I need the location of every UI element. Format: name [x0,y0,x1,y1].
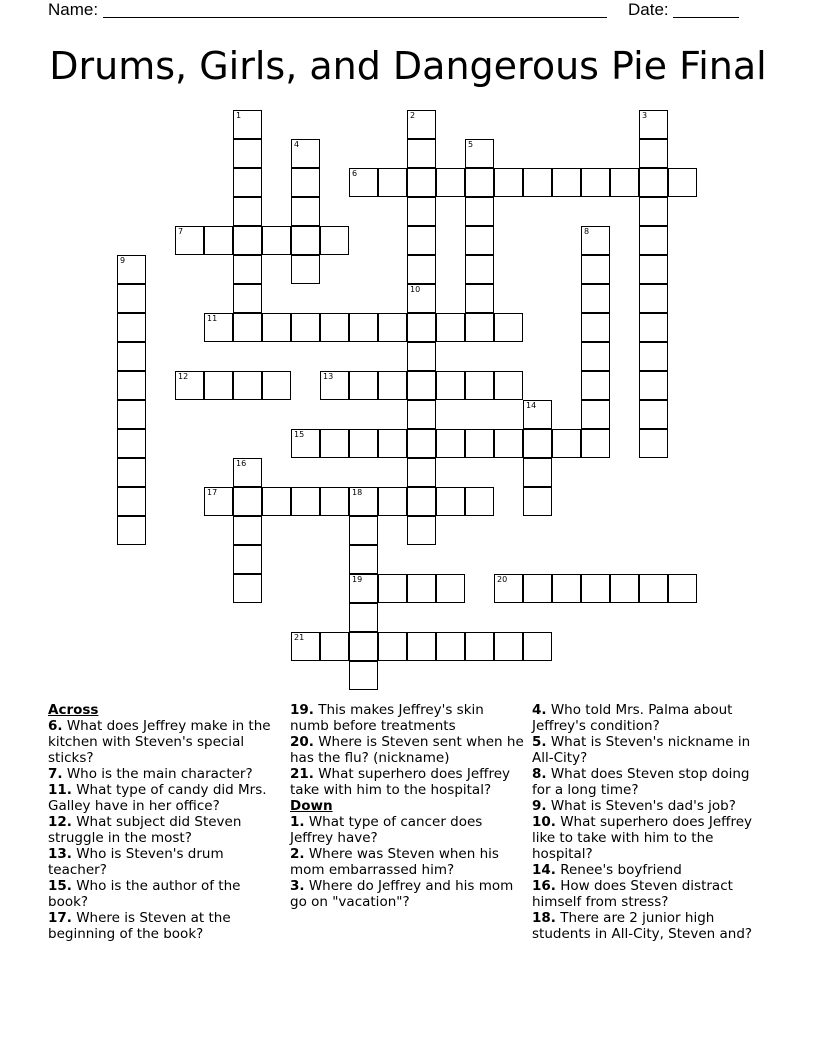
grid-cell[interactable] [233,313,262,342]
across-clues-a [48,718,284,942]
grid-cell[interactable] [320,632,349,661]
grid-cell[interactable] [465,168,494,197]
grid-cell[interactable] [523,168,552,197]
grid-cell[interactable] [465,632,494,661]
clue-item: 11. What type of candy did Mrs. Galley have in her office? [48,782,267,814]
grid-cell[interactable] [233,371,262,400]
grid-cell[interactable] [465,313,494,342]
clue-item: 10. What superhero does Jeffrey like to take with him to the hospital? [532,814,753,862]
grid-cell[interactable] [349,545,378,574]
name-label: Name: [48,0,99,19]
clue-item: 15. Who is the author of the book? [48,878,241,910]
grid-cell[interactable] [407,632,436,661]
grid-cell[interactable] [320,226,349,255]
grid-cell[interactable] [581,342,610,371]
grid-cell[interactable] [233,197,262,226]
grid-cell[interactable] [407,284,436,313]
clue-number: 11 [207,314,218,323]
clue-number: 9 [120,256,126,265]
clue-item: 14. Renee's boyfriend [532,862,682,878]
grid-cell[interactable] [378,429,407,458]
grid-cell[interactable] [581,168,610,197]
grid-cell[interactable] [581,255,610,284]
grid-cell[interactable] [233,574,262,603]
grid-cell[interactable] [291,197,320,226]
grid-cell[interactable] [436,632,465,661]
grid-cell[interactable] [407,110,436,139]
grid-cell[interactable] [552,574,581,603]
grid-cell[interactable] [639,574,668,603]
clue-number: 13 [323,372,334,381]
grid-cell[interactable] [465,255,494,284]
grid-cell[interactable] [291,429,320,458]
clue-item: 8. What does Steven stop doing for a long time? [532,766,750,798]
grid-cell[interactable] [204,371,233,400]
grid-cell[interactable] [262,313,291,342]
clue-item: 19. This makes Jeffrey's skin numb before treatments [290,702,484,734]
grid-cell[interactable] [349,574,378,603]
grid-cell[interactable] [465,429,494,458]
grid-cell[interactable] [204,226,233,255]
grid-cell[interactable] [639,168,668,197]
grid-cell[interactable] [407,139,436,168]
grid-cell[interactable] [378,487,407,516]
grid-cell[interactable] [407,371,436,400]
grid-cell[interactable] [204,487,233,516]
grid-cell[interactable] [523,632,552,661]
grid-cell[interactable] [581,226,610,255]
grid-cell[interactable] [378,168,407,197]
grid-cell[interactable] [581,371,610,400]
clue-item: 16. How does Steven distract himself from stress? [532,878,733,910]
clue-item: 9. What is Steven's dad's job? [532,798,736,814]
grid-cell[interactable] [262,487,291,516]
grid-cell[interactable] [262,371,291,400]
grid-cell[interactable] [639,284,668,313]
clue-number: 16 [236,459,247,468]
clue-item: 6. What does Jeffrey make in the kitchen with Steven's special sticks? [48,718,271,766]
grid-cell[interactable] [378,574,407,603]
grid-cell[interactable] [233,226,262,255]
grid-cell[interactable] [117,400,146,429]
grid-cell[interactable] [349,487,378,516]
grid-cell[interactable] [436,487,465,516]
grid-cell[interactable] [291,255,320,284]
grid-cell[interactable] [407,342,436,371]
grid-cell[interactable] [494,371,523,400]
grid-cell[interactable] [465,371,494,400]
grid-cell[interactable] [117,342,146,371]
grid-cell[interactable] [349,371,378,400]
grid-cell[interactable] [407,400,436,429]
clue-item: 3. Where do Jeffrey and his mom go on "vacation"? [290,878,514,910]
clue-number: 10 [410,285,421,294]
clue-number: 18 [352,488,363,497]
grid-cell[interactable] [291,487,320,516]
grid-cell[interactable] [523,487,552,516]
grid-cell[interactable] [233,487,262,516]
grid-cell[interactable] [581,284,610,313]
grid-cell[interactable] [668,574,697,603]
clue-number: 19 [352,575,363,584]
grid-cell[interactable] [378,632,407,661]
across-clues-b [290,702,526,798]
grid-cell[interactable] [233,284,262,313]
grid-cell[interactable] [639,429,668,458]
grid-cell[interactable] [668,168,697,197]
clue-item: 2. Where was Steven when his mom embarrassed him? [290,846,499,878]
grid-cell[interactable] [407,429,436,458]
grid-cell[interactable] [117,313,146,342]
grid-cell[interactable] [175,371,204,400]
grid-cell[interactable] [349,429,378,458]
grid-cell[interactable] [291,313,320,342]
grid-cell[interactable] [494,168,523,197]
grid-cell[interactable] [639,255,668,284]
clue-number: 3 [642,111,648,120]
grid-cell[interactable] [552,429,581,458]
grid-cell[interactable] [436,574,465,603]
grid-cell[interactable] [320,429,349,458]
grid-cell[interactable] [465,197,494,226]
grid-cell[interactable] [233,110,262,139]
clue-item: 7. Who is the main character? [48,766,253,782]
grid-cell[interactable] [639,400,668,429]
grid-cell[interactable] [117,371,146,400]
grid-cell[interactable] [610,574,639,603]
grid-cell[interactable] [523,400,552,429]
grid-cell[interactable] [639,139,668,168]
clue-number: 14 [526,401,537,410]
grid-cell[interactable] [349,516,378,545]
grid-cell[interactable] [117,429,146,458]
clue-number: 5 [468,140,474,149]
clue-number: 8 [584,227,590,236]
clue-item: 13. Who is Steven's drum teacher? [48,846,224,878]
down-clues-a [290,814,526,910]
grid-cell[interactable] [117,487,146,516]
clue-number: 15 [294,430,305,439]
grid-cell[interactable] [523,429,552,458]
grid-cell[interactable] [349,661,378,690]
grid-cell[interactable] [291,632,320,661]
grid-cell[interactable] [378,371,407,400]
clue-number: 2 [410,111,416,120]
across-heading: Across [48,702,99,718]
grid-cell[interactable] [407,487,436,516]
clue-number: 17 [207,488,218,497]
clues-column-2 [290,702,526,910]
clue-item: 4. Who told Mrs. Palma about Jeffrey's condition? [532,702,733,734]
grid-cell[interactable] [639,313,668,342]
clue-number: 6 [352,169,358,178]
grid-cell[interactable] [465,139,494,168]
down-clues-b [532,702,768,942]
grid-cell[interactable] [291,226,320,255]
grid-cell[interactable] [291,168,320,197]
clue-number: 21 [294,633,305,642]
clue-number: 1 [236,111,242,120]
grid-cell[interactable] [291,139,320,168]
clues-column-3 [532,702,768,942]
grid-cell[interactable] [639,110,668,139]
grid-cell[interactable] [581,313,610,342]
grid-cell[interactable] [581,574,610,603]
grid-cell[interactable] [494,574,523,603]
grid-cell[interactable] [523,458,552,487]
grid-cell[interactable] [407,516,436,545]
clue-item: 17. Where is Steven at the beginning of the book? [48,910,231,942]
grid-cell[interactable] [175,226,204,255]
clue-number: 20 [497,575,508,584]
grid-cell[interactable] [407,197,436,226]
grid-cell[interactable] [233,139,262,168]
clue-number: 12 [178,372,189,381]
clue-item: 5. What is Steven's nickname in All-City? [532,734,751,766]
grid-cell[interactable] [407,458,436,487]
grid-cell[interactable] [407,226,436,255]
grid-cell[interactable] [494,313,523,342]
grid-cell[interactable] [407,574,436,603]
grid-cell[interactable] [436,313,465,342]
grid-cell[interactable] [262,226,291,255]
grid-cell[interactable] [320,313,349,342]
clue-item: 18. There are 2 junior high students in All-City, Steven and? [532,910,753,942]
grid-cell[interactable] [494,429,523,458]
grid-cell[interactable] [407,313,436,342]
grid-cell[interactable] [117,284,146,313]
grid-cell[interactable] [117,255,146,284]
grid-cell[interactable] [233,545,262,574]
page-title: Drums, Girls, and Dangerous Pie Final [49,44,767,88]
grid-cell[interactable] [233,168,262,197]
grid-cell[interactable] [581,400,610,429]
grid-cell[interactable] [436,371,465,400]
grid-cell[interactable] [465,226,494,255]
grid-cell[interactable] [320,371,349,400]
grid-cell[interactable] [204,313,233,342]
clues-column-1 [48,702,284,942]
clue-item: 1. What type of cancer does Jeffrey have? [290,814,483,846]
grid-cell[interactable] [407,255,436,284]
grid-cell[interactable] [465,284,494,313]
grid-cell[interactable] [639,197,668,226]
grid-cell[interactable] [320,487,349,516]
down-heading: Down [290,798,333,814]
clue-number: 7 [178,227,184,236]
grid-cell[interactable] [349,632,378,661]
clue-item: 20. Where is Steven sent when he has the flu? (nickname) [290,734,524,766]
grid-cell[interactable] [494,632,523,661]
grid-cell[interactable] [436,429,465,458]
grid-cell[interactable] [552,168,581,197]
grid-cell[interactable] [581,429,610,458]
grid-cell[interactable] [639,226,668,255]
grid-cell[interactable] [349,313,378,342]
grid-cell[interactable] [639,371,668,400]
grid-cell[interactable] [436,168,465,197]
clue-number: 4 [294,140,300,149]
grid-cell[interactable] [117,458,146,487]
grid-cell[interactable] [523,574,552,603]
clue-item: 12. What subject did Steven struggle in the most? [48,814,242,846]
grid-cell[interactable] [233,458,262,487]
grid-cell[interactable] [465,487,494,516]
grid-cell[interactable] [349,168,378,197]
grid-cell[interactable] [349,603,378,632]
grid-cell[interactable] [233,516,262,545]
grid-cell[interactable] [610,168,639,197]
date-label: Date: [628,0,669,19]
grid-cell[interactable] [378,313,407,342]
clue-item: 21. What superhero does Jeffrey take with him to the hospital? [290,766,511,798]
grid-cell[interactable] [639,342,668,371]
grid-cell[interactable] [233,255,262,284]
grid-cell[interactable] [407,168,436,197]
grid-cell[interactable] [117,516,146,545]
